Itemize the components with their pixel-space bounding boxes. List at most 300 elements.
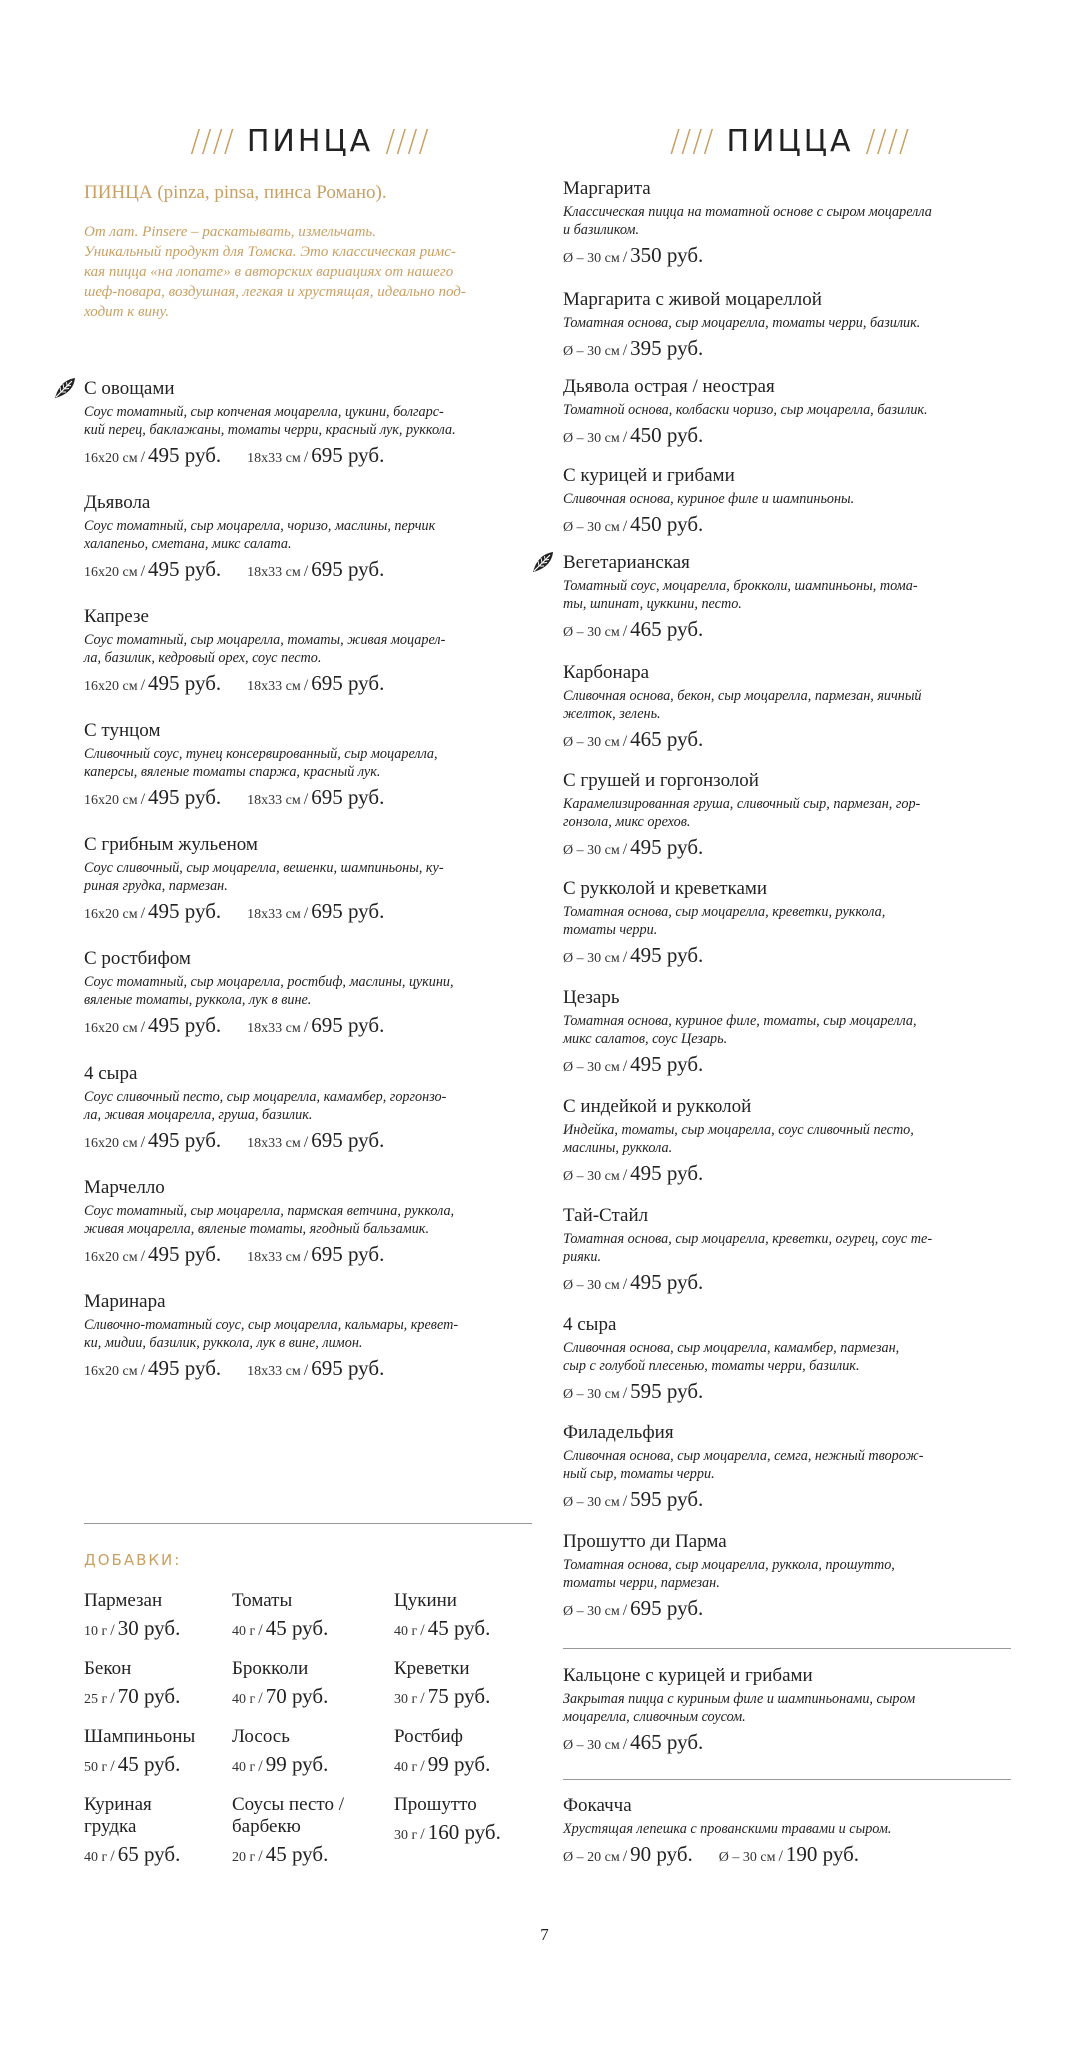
menu-item-name: Маринара [84, 1291, 166, 1312]
portion-size: 18х33 см [247, 1136, 301, 1151]
addon-price [394, 1820, 544, 1845]
menu-item-description [84, 973, 544, 1009]
price-separator: / [303, 449, 309, 466]
menu-item-name: Прошутто ди Парма [563, 1531, 727, 1552]
menu-item [563, 662, 1023, 752]
menu-item-prices [84, 443, 544, 468]
price-separator: / [140, 677, 146, 694]
price [394, 1820, 501, 1845]
price [84, 785, 221, 810]
menu-item [563, 987, 1023, 1077]
menu-item-description [563, 577, 1023, 613]
portion-size: Ø – 30 см [563, 843, 620, 858]
menu-item-prices [563, 1487, 1023, 1512]
description-line: Соус томатный, сыр копченая моцарелла, цукини, болгарс- [84, 404, 444, 420]
price [84, 1356, 221, 1381]
price-separator: / [622, 1058, 628, 1075]
description-line: Индейка, томаты, сыр моцарелла, соус сливочный песто, [563, 1122, 914, 1138]
description-line: Закрытая пицца с куриным филе и шампиньонами, сыром [563, 1691, 916, 1707]
price [84, 443, 221, 468]
addon-price [232, 1752, 382, 1777]
price-separator: / [110, 1622, 115, 1639]
price-separator: / [303, 1362, 309, 1379]
price [563, 1487, 703, 1512]
addons-divider [84, 1523, 532, 1524]
menu-item-description [84, 403, 544, 439]
portion-size: Ø – 30 см [563, 1060, 620, 1075]
price-amount: 495 руб. [630, 835, 704, 859]
portion-size: Ø – 30 см [563, 1387, 620, 1402]
price [247, 1013, 384, 1038]
menu-item-description [84, 745, 544, 781]
menu-item-name: Фокачча [563, 1795, 632, 1816]
menu-item-name: Цезарь [563, 987, 620, 1008]
menu-item-name: Тай-Стайл [563, 1205, 649, 1226]
price-amount: 495 руб. [148, 557, 222, 581]
menu-item [563, 1205, 1023, 1295]
price-separator: / [622, 949, 628, 966]
menu-item-prices [563, 1730, 1023, 1755]
price-amount: 495 руб. [148, 899, 222, 923]
portion-size: 16х20 см [84, 451, 138, 466]
menu-item-description [563, 314, 1023, 332]
description-line: Томатная основа, сыр моцарелла, креветки, руккола, [563, 904, 886, 920]
heading-slashes-right: //// [385, 123, 430, 159]
menu-item-description [84, 1202, 544, 1238]
intro-line: Уникальный продукт для Томска. Это классическая римс- [84, 244, 456, 260]
price [84, 1752, 180, 1777]
portion-size: Ø – 30 см [563, 1738, 620, 1753]
menu-item-prices [563, 835, 1023, 860]
addon-item [394, 1590, 544, 1641]
price [563, 512, 703, 537]
menu-item [563, 1795, 1023, 1867]
price-separator: / [140, 1134, 146, 1151]
menu-item-prices [84, 1356, 544, 1381]
menu-item-description [563, 1447, 1023, 1483]
addon-price [394, 1684, 544, 1709]
price-separator: / [140, 449, 146, 466]
price [232, 1684, 328, 1709]
heading-slashes-left: //// [670, 123, 715, 159]
menu-item-description [84, 631, 544, 667]
price-amount: 450 руб. [630, 423, 704, 447]
menu-item-prices [563, 617, 1023, 642]
price-separator: / [420, 1758, 425, 1775]
addon-item [232, 1658, 382, 1709]
menu-item-prices [84, 899, 544, 924]
portion-size: 16х20 см [84, 1250, 138, 1265]
price-amount: 495 руб. [148, 785, 222, 809]
price-amount: 495 руб. [148, 1013, 222, 1037]
portion-size: 18х33 см [247, 793, 301, 808]
price-amount: 495 руб. [148, 1128, 222, 1152]
pizza-title: ПИЦЦА [726, 123, 854, 159]
price [563, 1379, 703, 1404]
price-separator: / [140, 1248, 146, 1265]
menu-item-description [563, 1556, 1023, 1592]
price [247, 1356, 384, 1381]
price-amount: 695 руб. [630, 1596, 704, 1620]
menu-item-description [563, 401, 1023, 419]
menu-item-description [563, 1230, 1023, 1266]
price [719, 1842, 859, 1867]
portion-size: Ø – 30 см [563, 251, 620, 266]
heading-slashes-right: //// [865, 123, 910, 159]
price-amount: 465 руб. [630, 1730, 704, 1754]
price-separator: / [303, 905, 309, 922]
price-amount: 695 руб. [311, 1242, 385, 1266]
price-amount: 65 руб. [117, 1842, 181, 1866]
price-separator: / [420, 1826, 425, 1843]
price-separator: / [110, 1848, 115, 1865]
menu-item-prices [84, 785, 544, 810]
description-line: Томатный соус, моцарелла, брокколи, шампиньоны, тома- [563, 578, 918, 594]
price-amount: 30 руб. [117, 1616, 181, 1640]
price [247, 785, 384, 810]
portion-size: 50 г [84, 1760, 108, 1775]
addon-item [84, 1658, 234, 1709]
menu-item [84, 606, 544, 696]
description-line: кий перец, баклажаны, томаты черри, красный лук, руккола. [84, 422, 456, 438]
description-line: желток, зелень. [563, 706, 661, 722]
price [84, 1616, 180, 1641]
intro-line: кая пицца «на лопате» в авторских вариациях от нашего [84, 264, 454, 280]
price-amount: 495 руб. [148, 1356, 222, 1380]
portion-size: 16х20 см [84, 679, 138, 694]
price-separator: / [303, 563, 309, 580]
menu-item-name: Маргарита с живой моцареллой [563, 289, 822, 310]
portion-size: Ø – 30 см [563, 1495, 620, 1510]
description-line: Томатная основа, сыр моцарелла, томаты черри, базилик. [563, 315, 921, 331]
menu-item-name: Дьявола острая / неострая [563, 376, 775, 397]
price-separator: / [140, 791, 146, 808]
price-separator: / [258, 1622, 263, 1639]
price [563, 727, 703, 752]
menu-item [84, 1177, 544, 1267]
description-line: Соус томатный, сыр моцарелла, ростбиф, маслины, цукини, [84, 974, 454, 990]
portion-size: 40 г [232, 1624, 256, 1639]
menu-item-prices [563, 1270, 1023, 1295]
price [563, 835, 703, 860]
portion-size: 25 г [84, 1692, 108, 1707]
price-amount: 695 руб. [311, 671, 385, 695]
portion-size: 40 г [232, 1760, 256, 1775]
menu-item-description [563, 490, 1023, 508]
description-line: Соус сливочный, сыр моцарелла, вешенки, шампиньоны, ку- [84, 860, 444, 876]
price-separator: / [303, 1134, 309, 1151]
addon-item [232, 1590, 382, 1641]
price-amount: 160 руб. [427, 1820, 501, 1844]
menu-item-description [563, 1012, 1023, 1048]
menu-item [84, 378, 544, 468]
menu-item-prices [84, 1013, 544, 1038]
price [563, 1730, 703, 1755]
price [84, 1128, 221, 1153]
menu-item-prices [563, 943, 1023, 968]
addon-item [84, 1726, 234, 1777]
addon-name: Соусы песто / [232, 1794, 344, 1815]
portion-size: 40 г [232, 1692, 256, 1707]
portion-size: Ø – 30 см [563, 431, 620, 446]
price-separator: / [622, 1848, 628, 1865]
addon-price [232, 1684, 382, 1709]
price-separator: / [622, 1602, 628, 1619]
price-separator: / [622, 623, 628, 640]
price-amount: 350 руб. [630, 243, 704, 267]
menu-item-name: С грушей и горгонзолой [563, 770, 759, 791]
menu-item [563, 1314, 1023, 1404]
menu-item [563, 1665, 1023, 1755]
addon-name: Куриная [84, 1794, 152, 1815]
description-line: живая моцарелла, вяленые томаты, ягодный бальзамик. [84, 1221, 429, 1237]
price-separator: / [778, 1848, 783, 1865]
menu-item [563, 465, 1023, 537]
addon-name: грудка [84, 1816, 137, 1837]
leaf-icon [530, 549, 556, 575]
intro-line: шеф-повара, воздушная, легкая и хрустящая, идеально под- [84, 284, 466, 300]
price-amount: 45 руб. [427, 1616, 491, 1640]
price-amount: 70 руб. [265, 1684, 329, 1708]
price-amount: 695 руб. [311, 1356, 385, 1380]
portion-size: 18х33 см [247, 565, 301, 580]
price-amount: 45 руб. [117, 1752, 181, 1776]
portion-size: Ø – 30 см [563, 1604, 620, 1619]
menu-item-name: С грибным жульеном [84, 834, 258, 855]
menu-item-prices [563, 1379, 1023, 1404]
menu-item-prices [563, 423, 1023, 448]
pinza-intro-title: ПИНЦА (pinza, pinsa, пинса Романо). [84, 182, 387, 203]
addon-name: Пармезан [84, 1590, 163, 1611]
description-line: гонзола, микс орехов. [563, 814, 691, 830]
price-separator: / [622, 518, 628, 535]
description-line: и базиликом. [563, 222, 640, 238]
menu-item-description [563, 1690, 1023, 1726]
price-separator: / [622, 841, 628, 858]
description-line: ла, базилик, кедровый орех, соус песто. [84, 650, 322, 666]
menu-item [84, 1063, 544, 1153]
price [563, 1270, 703, 1295]
addon-item [84, 1590, 234, 1641]
menu-item-description [84, 859, 544, 895]
price-amount: 45 руб. [265, 1842, 329, 1866]
price-amount: 695 руб. [311, 1128, 385, 1152]
price-amount: 99 руб. [427, 1752, 491, 1776]
menu-item-prices [84, 671, 544, 696]
menu-item-description [84, 1316, 544, 1352]
price-separator: / [303, 1248, 309, 1265]
price [247, 899, 384, 924]
description-line: Соус томатный, сыр моцарелла, пармская ветчина, руккола, [84, 1203, 455, 1219]
menu-item-name: С овощами [84, 378, 175, 399]
addon-name: Лосось [232, 1726, 290, 1747]
description-line: каперсы, вяленые томаты спаржа, красный лук. [84, 764, 381, 780]
price-amount: 495 руб. [630, 1161, 704, 1185]
price [84, 557, 221, 582]
price-separator: / [622, 1276, 628, 1293]
menu-item [563, 552, 1023, 642]
price [232, 1842, 328, 1867]
menu-item-name: С рукколой и креветками [563, 878, 768, 899]
addon-item [232, 1726, 382, 1777]
addon-name: барбекю [232, 1816, 301, 1837]
description-line: ты, шпинат, цуккини, песто. [563, 596, 742, 612]
portion-size: 40 г [394, 1760, 418, 1775]
menu-item-name: 4 сыра [563, 1314, 617, 1335]
price [247, 1242, 384, 1267]
price [563, 1842, 693, 1867]
menu-item-name: Дьявола [84, 492, 151, 513]
addon-name: Томаты [232, 1590, 293, 1611]
price-amount: 695 руб. [311, 557, 385, 581]
price [84, 1013, 221, 1038]
addon-item [84, 1794, 234, 1867]
heading-slashes-left: //// [190, 123, 235, 159]
price-separator: / [622, 1493, 628, 1510]
addon-name: Шампиньоны [84, 1726, 196, 1747]
portion-size: 18х33 см [247, 451, 301, 466]
price-separator: / [140, 563, 146, 580]
pinza-heading [160, 120, 460, 162]
portion-size: Ø – 30 см [563, 735, 620, 750]
portion-size: 30 г [394, 1828, 418, 1843]
price [394, 1616, 490, 1641]
description-line: ла, живая моцарелла, груша, базилик. [84, 1107, 313, 1123]
price-amount: 465 руб. [630, 727, 704, 751]
portion-size: 30 г [394, 1692, 418, 1707]
portion-size: Ø – 30 см [563, 1169, 620, 1184]
menu-item-name: 4 сыра [84, 1063, 138, 1084]
price-amount: 99 руб. [265, 1752, 329, 1776]
portion-size: Ø – 30 см [563, 951, 620, 966]
description-line: Сливочная основа, куриное филе и шампиньоны. [563, 491, 855, 507]
description-line: сыр с голубой плесенью, томаты черри, базилик. [563, 1358, 860, 1374]
description-line: томаты черри. [563, 922, 658, 938]
price-separator: / [622, 342, 628, 359]
addon-price [232, 1616, 382, 1641]
menu-item [84, 834, 544, 924]
addon-price [84, 1684, 234, 1709]
price-separator: / [622, 1167, 628, 1184]
price [247, 443, 384, 468]
price [247, 1128, 384, 1153]
menu-item-name: С курицей и грибами [563, 465, 735, 486]
leaf-icon [52, 375, 78, 401]
menu-item-name: Карбонара [563, 662, 650, 683]
price-separator: / [420, 1622, 425, 1639]
description-line: микс салатов, соус Цезарь. [563, 1031, 728, 1047]
portion-size: 18х33 см [247, 679, 301, 694]
description-line: Хрустящая лепешка с прованскими травами и сыром. [563, 1821, 892, 1837]
menu-item-description [563, 687, 1023, 723]
description-line: Классическая пицца на томатной основе с сыром моцарелла [563, 204, 932, 220]
intro-line: От лат. Pinsere – раскатывать, измельчать. [84, 224, 376, 240]
addon-name: Цукини [394, 1590, 457, 1611]
price-amount: 90 руб. [630, 1842, 693, 1866]
price-separator: / [622, 249, 628, 266]
price [232, 1752, 328, 1777]
description-line: халапеньо, сметана, микс салата. [84, 536, 292, 552]
addon-name: Брокколи [232, 1658, 309, 1679]
price-amount: 395 руб. [630, 336, 704, 360]
addon-name: Ростбиф [394, 1726, 463, 1747]
menu-item-name: Кальцоне с курицей и грибами [563, 1665, 813, 1686]
menu-item-prices [563, 336, 1023, 361]
addon-price [84, 1842, 234, 1867]
description-line: Сливочный соус, тунец консервированный, сыр моцарелла, [84, 746, 438, 762]
portion-size: 18х33 см [247, 1250, 301, 1265]
focaccia-divider [563, 1779, 1011, 1780]
menu-item-name: С индейкой и рукколой [563, 1096, 752, 1117]
price [232, 1616, 328, 1641]
addon-name: Креветки [394, 1658, 470, 1679]
description-line: Сливочная основа, сыр моцарелла, камамбер, пармезан, [563, 1340, 900, 1356]
price-separator: / [140, 1019, 146, 1036]
addon-name: Прошутто [394, 1794, 477, 1815]
portion-size: Ø – 30 см [563, 520, 620, 535]
price-amount: 495 руб. [148, 443, 222, 467]
description-line: Томатная основа, сыр моцарелла, креветки, огурец, соус те- [563, 1231, 933, 1247]
description-line: риная грудка, пармезан. [84, 878, 228, 894]
menu-item [84, 948, 544, 1038]
portion-size: 40 г [394, 1624, 418, 1639]
price-amount: 495 руб. [630, 1270, 704, 1294]
menu-item-name: Капрезе [84, 606, 149, 627]
description-line: Соус сливочный песто, сыр моцарелла, камамбер, горгонзо- [84, 1089, 447, 1105]
menu-item-prices [563, 1596, 1023, 1621]
price [563, 1052, 703, 1077]
menu-item [563, 1422, 1023, 1512]
portion-size: 16х20 см [84, 1364, 138, 1379]
description-line: Сливочная основа, бекон, сыр моцарелла, пармезан, яичный [563, 688, 922, 704]
menu-item [563, 1531, 1023, 1621]
portion-size: 18х33 см [247, 1364, 301, 1379]
pinza-intro-text [84, 222, 532, 322]
price [563, 1596, 703, 1621]
description-line: ный сыр, томаты черри. [563, 1466, 715, 1482]
description-line: Томатная основа, сыр моцарелла, руккола, прошутто, [563, 1557, 895, 1573]
menu-item [563, 878, 1023, 968]
page-number: 7 [540, 1925, 549, 1944]
addons-title: ДОБАВКИ: [84, 1551, 182, 1569]
menu-item-name: Филадельфия [563, 1422, 674, 1443]
menu-item-prices [563, 1052, 1023, 1077]
menu-item-description [84, 1088, 544, 1124]
addon-price [394, 1616, 544, 1641]
price [563, 423, 703, 448]
menu-item-name: Маргарита [563, 178, 651, 199]
portion-size: 40 г [84, 1850, 108, 1865]
portion-size: 20 г [232, 1850, 256, 1865]
menu-item [563, 770, 1023, 860]
price [84, 1242, 221, 1267]
price-amount: 495 руб. [630, 943, 704, 967]
price [84, 671, 221, 696]
addon-price [84, 1752, 234, 1777]
portion-size: Ø – 30 см [563, 625, 620, 640]
menu-item-prices [563, 512, 1023, 537]
menu-item-description [563, 1339, 1023, 1375]
menu-item [563, 289, 1023, 361]
menu-item-description [563, 1121, 1023, 1157]
description-line: вяленые томаты, руккола, лук в вине. [84, 992, 312, 1008]
menu-item-description [563, 203, 1023, 239]
price-separator: / [258, 1848, 263, 1865]
description-line: ки, мидии, базилик, руккола, лук в вине, лимон. [84, 1335, 363, 1351]
price [84, 899, 221, 924]
description-line: Томатная основа, куриное филе, томаты, сыр моцарелла, [563, 1013, 917, 1029]
addon-price [84, 1616, 234, 1641]
